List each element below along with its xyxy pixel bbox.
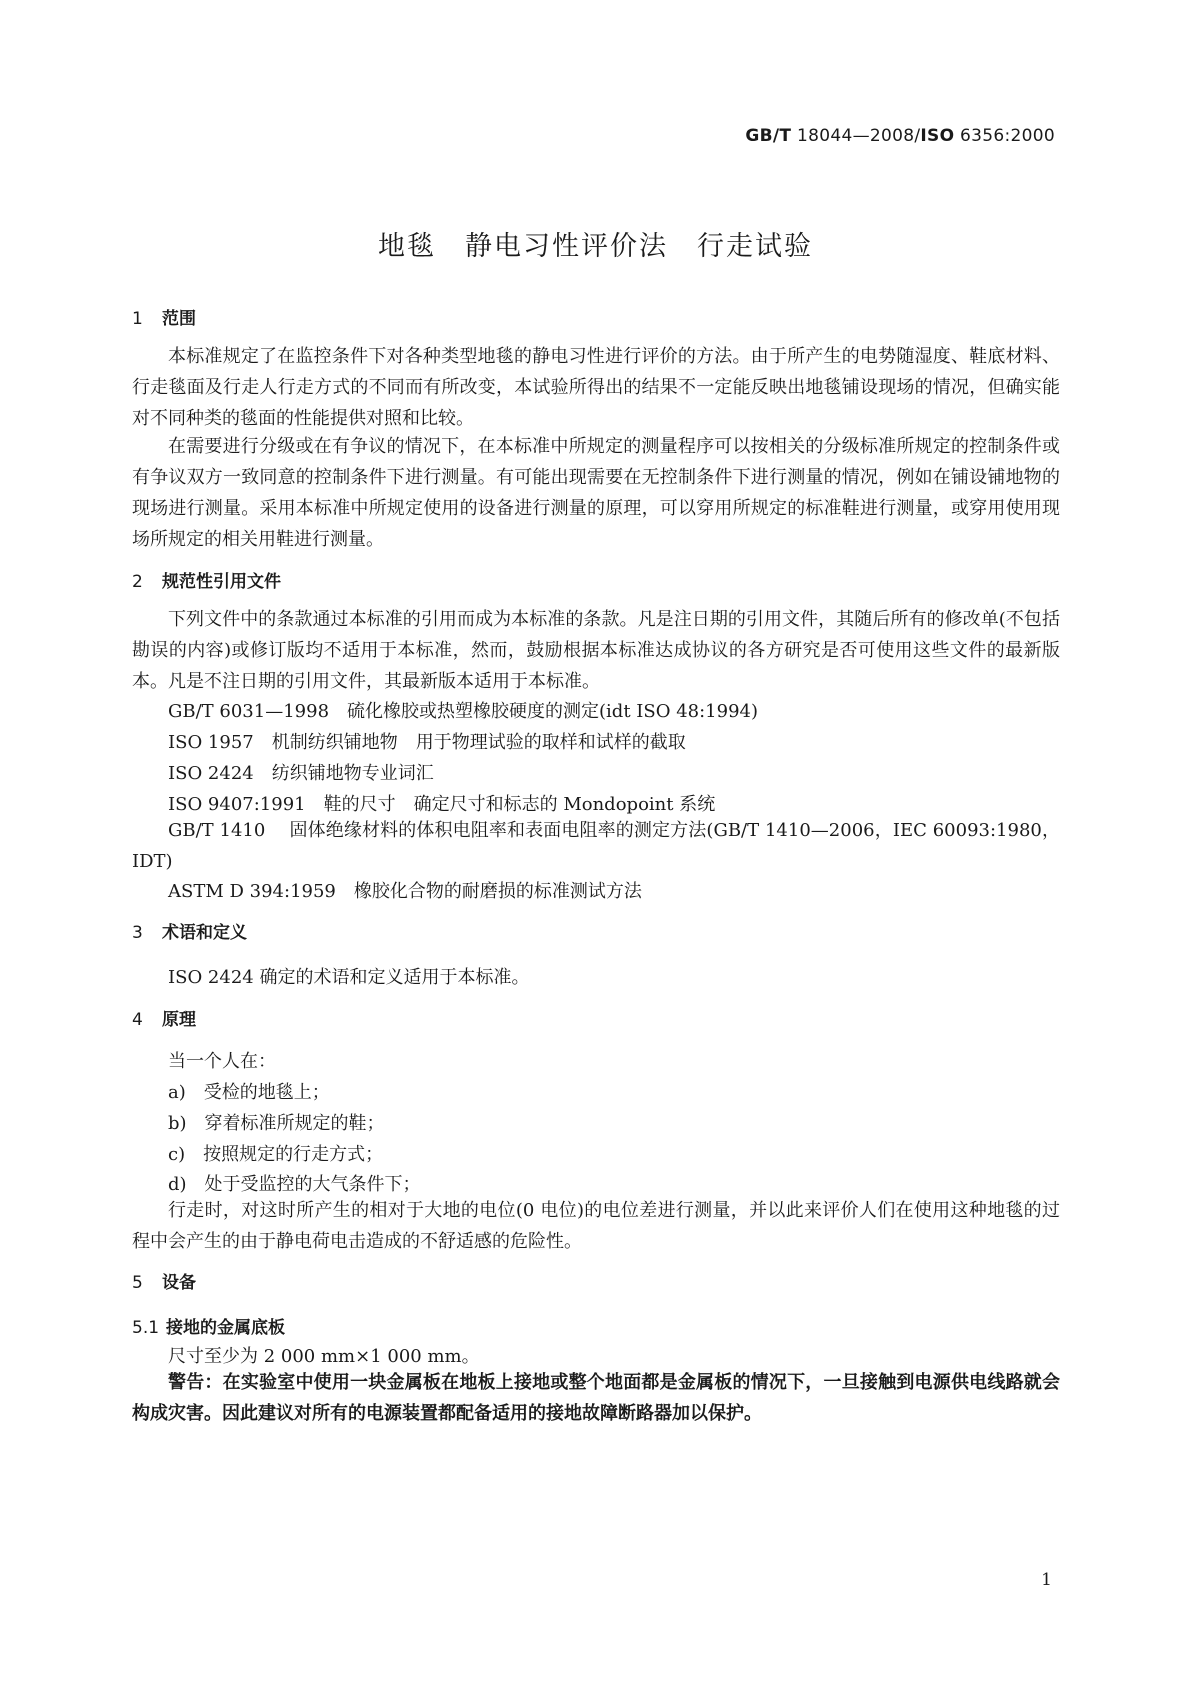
standard-code-gb: GB/T <box>745 126 792 146</box>
reference-item: ISO 9407:1991 鞋的尺寸 确定尺寸和标志的 Mondopoint 系统 <box>168 794 716 815</box>
section-4-title: 原理 <box>162 1010 196 1030</box>
standard-code-iso: ISO <box>920 126 955 146</box>
section-3-title: 术语和定义 <box>162 923 247 943</box>
standard-code-iso-number: 6356:2000 <box>954 126 1055 146</box>
list-item: d) 处于受监控的大气条件下； <box>168 1174 421 1195</box>
section-5-1-number: 5.1 <box>132 1318 160 1338</box>
section-5-title: 设备 <box>162 1273 196 1293</box>
section-3-heading <box>132 918 247 943</box>
reference-item: ISO 2424 纺织铺地物专业词汇 <box>168 763 434 784</box>
section-5-heading <box>132 1268 196 1293</box>
section-5-1-heading <box>132 1313 285 1338</box>
section-1-title: 范围 <box>162 309 196 329</box>
section-2-heading <box>132 567 281 592</box>
reference-item: GB/T 1410 固体绝缘材料的体积电阻率和表面电阻率的测定方法(GB/T 1410—2006，IEC 60093:1980，IDT) <box>132 820 1060 872</box>
reference-item: ASTM D 394:1959 橡胶化合物的耐磨损的标准测试方法 <box>168 881 642 902</box>
list-item: b) 穿着标准所规定的鞋； <box>168 1113 385 1134</box>
document-title: 地毯 静电习性评价法 行走试验 <box>378 231 813 262</box>
warning-paragraph: 警告：在实验室中使用一块金属板在地板上接地或整个地面都是金属板的情况下，一旦接触到电源供电线路就会构成灾害。因此建议对所有的电源装置都配备适用的接地故障断路器加以保护。 <box>132 1372 1060 1424</box>
section-4-heading <box>132 1005 196 1030</box>
section-5-number: 5 <box>132 1273 143 1293</box>
section-1-heading <box>132 304 196 329</box>
section-2-number: 2 <box>132 572 143 592</box>
section-5-1-title: 接地的金属底板 <box>166 1318 285 1338</box>
section-3-number: 3 <box>132 923 143 943</box>
section-4-intro: 当一个人在： <box>168 1051 276 1072</box>
section-4-number: 4 <box>132 1010 143 1030</box>
section-5-1-paragraph-1: 尺寸至少为 2 000 mm×1 000 mm。 <box>168 1346 480 1367</box>
reference-item: GB/T 6031—1998 硫化橡胶或热塑橡胶硬度的测定(idt ISO 48:1994) <box>168 701 758 722</box>
reference-item: ISO 1957 机制纺织铺地物 用于物理试验的取样和试样的截取 <box>168 732 686 753</box>
section-1-number: 1 <box>132 309 143 329</box>
standard-code-number: 18044—2008/ <box>791 126 921 146</box>
standard-code <box>745 126 1055 146</box>
section-1-paragraph-1: 本标准规定了在监控条件下对各种类型地毯的静电习性进行评价的方法。由于所产生的电势随湿度、鞋底材料、行走毯面及行走人行走方式的不同而有所改变，本试验所得出的结果不一定能反映出地毯铺设现场的情况，但确实能对不同种类的毯面的性能提供对照和比较。 <box>132 346 1060 429</box>
section-3-paragraph-1: ISO 2424 确定的术语和定义适用于本标准。 <box>168 967 530 988</box>
section-1-paragraph-2: 在需要进行分级或在有争议的情况下，在本标准中所规定的测量程序可以按相关的分级标准所规定的控制条件或有争议双方一致同意的控制条件下进行测量。有可能出现需要在无控制条件下进行测量的情况，例如在铺设铺地物的现场进行测量。采用本标准中所规定使用的设备进行测量的原理，可以穿用所规定的标准鞋进行测量，或穿用使用现场所规定的相关用鞋进行测量。 <box>132 436 1060 550</box>
list-item: a) 受检的地毯上； <box>168 1082 330 1103</box>
section-2-title: 规范性引用文件 <box>162 572 281 592</box>
list-item: c) 按照规定的行走方式； <box>168 1144 384 1165</box>
section-2-paragraph-1: 下列文件中的条款通过本标准的引用而成为本标准的条款。凡是注日期的引用文件，其随后所有的修改单(不包括勘误的内容)或修订版均不适用于本标准，然而，鼓励根据本标准达成协议的各方研究是否可使用这些文件的最新版本。凡是不注日期的引用文件，其最新版本适用于本标准。 <box>132 609 1060 692</box>
section-4-paragraph-end: 行走时，对这时所产生的相对于大地的电位(0 电位)的电位差进行测量，并以此来评价人们在使用这种地毯的过程中会产生的由于静电荷电击造成的不舒适感的危险性。 <box>132 1200 1060 1252</box>
page-number: 1 <box>1041 1570 1052 1590</box>
